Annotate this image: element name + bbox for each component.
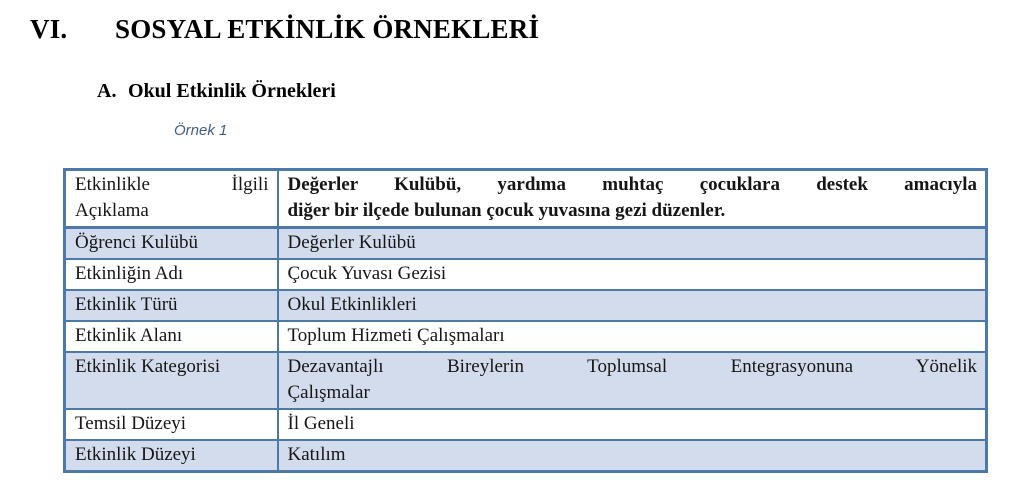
example-table-body bbox=[65, 170, 987, 472]
row-value-cell: Okul Etkinlikleri bbox=[278, 290, 987, 321]
section-heading bbox=[30, 14, 539, 45]
row-value-cell: Çocuk Yuvası Gezisi bbox=[278, 259, 987, 290]
table-row bbox=[65, 259, 987, 290]
section-title: SOSYAL ETKİNLİK ÖRNEKLERİ bbox=[115, 14, 540, 44]
row-value-cell: Katılım bbox=[278, 440, 987, 472]
table-row bbox=[65, 228, 987, 260]
subsection-title: Okul Etkinlik Örnekleri bbox=[128, 80, 336, 102]
row-label-cell: Öğrenci Kulübü bbox=[65, 228, 278, 260]
row-label-cell: Etkinlik Türü bbox=[65, 290, 278, 321]
activity-example-table bbox=[63, 168, 988, 473]
row-label-cell: Temsil Düzeyi bbox=[65, 409, 278, 440]
table-row bbox=[65, 290, 987, 321]
table-row bbox=[65, 352, 987, 409]
row-label-cell: Etkinlikle İlgili Açıklama bbox=[65, 170, 278, 228]
section-number: VI. bbox=[30, 14, 68, 44]
row-value-cell: Değerler Kulübü bbox=[278, 228, 987, 260]
example-label: Örnek 1 bbox=[174, 122, 228, 139]
row-label-cell: Etkinlik Kategorisi bbox=[65, 352, 278, 409]
row-label-cell: Etkinliğin Adı bbox=[65, 259, 278, 290]
subsection-letter: A. bbox=[97, 80, 117, 102]
row-value-cell: Dezavantajlı Bireylerin Toplumsal Entegrasyonuna Yönelik Çalışmalar bbox=[278, 352, 987, 409]
row-label-cell: Etkinlik Düzeyi bbox=[65, 440, 278, 472]
table-row bbox=[65, 440, 987, 472]
table-row bbox=[65, 409, 987, 440]
row-label-cell: Etkinlik Alanı bbox=[65, 321, 278, 352]
subsection-heading bbox=[97, 80, 336, 103]
table-row bbox=[65, 170, 987, 228]
table-row bbox=[65, 321, 987, 352]
row-value-cell: Değerler Kulübü, yardıma muhtaç çocuklara destek amacıyla diğer bir ilçede bulunan çocuk yuvasına gezi düzenler. bbox=[278, 170, 987, 228]
row-value-cell: İl Geneli bbox=[278, 409, 987, 440]
row-value-cell: Toplum Hizmeti Çalışmaları bbox=[278, 321, 987, 352]
